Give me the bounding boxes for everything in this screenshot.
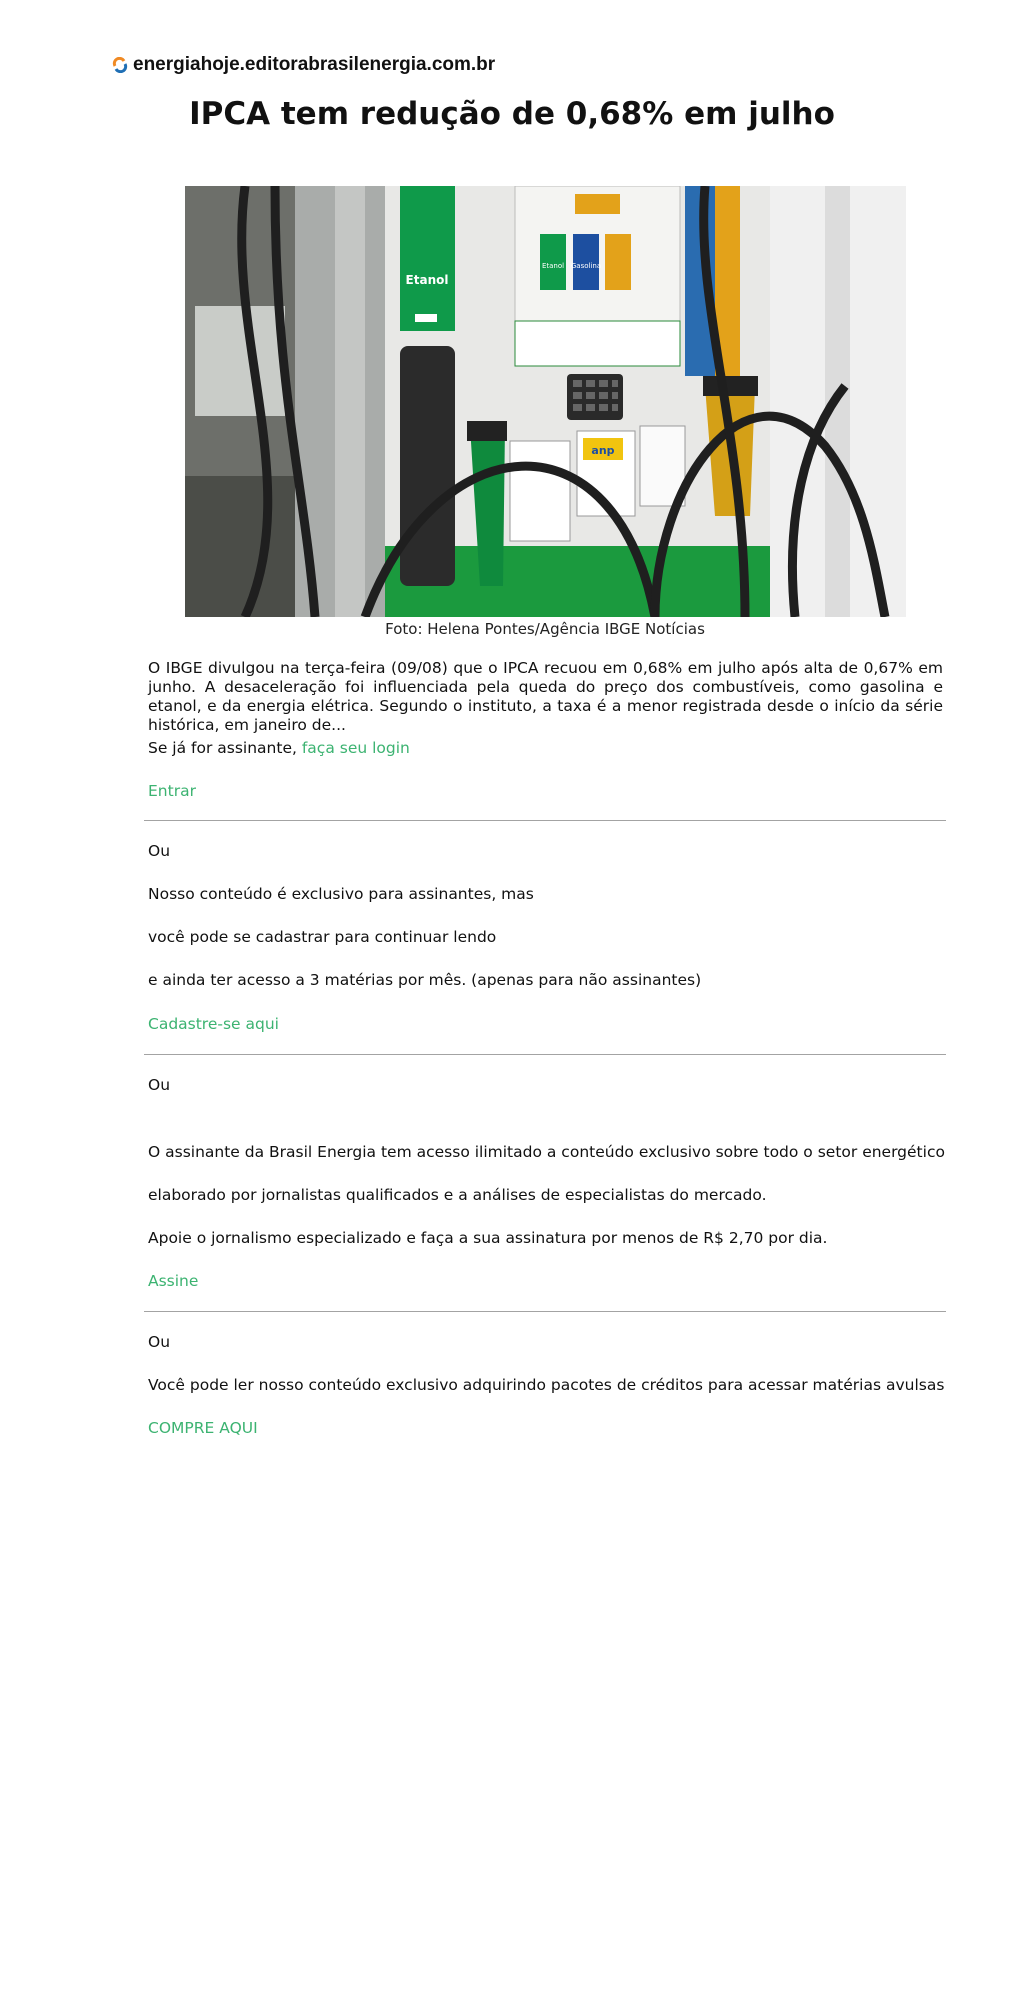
photo-label-etanol: Etanol (405, 273, 449, 287)
enter-button[interactable]: Entrar (148, 782, 196, 800)
site-domain[interactable]: energiahoje.editorabrasilenergia.com.br (133, 54, 496, 75)
photo-caption: Foto: Helena Pontes/Agência IBGE Notícias (385, 620, 705, 638)
site-header (112, 52, 495, 78)
article-photo (185, 186, 906, 617)
login-prompt (148, 739, 410, 757)
or-label: Ou (148, 1076, 171, 1094)
article-excerpt: O IBGE divulgou na terça-feira (09/08) que o IPCA recuou em 0,68% em julho após alta de 0,67% em junho. A desaceleração foi influenciada pela queda do preço dos combustíveis, como gasolina e etanol, e da energia elétrica. Segundo o instituto, a taxa é a menor registrada desde o início da série histórica, em janeiro de... (148, 659, 943, 734)
photo-label-anp: anp (591, 444, 615, 457)
register-link[interactable]: Cadastre-se aqui (148, 1015, 279, 1033)
site-logo-icon (112, 57, 128, 73)
credits-text: Você pode ler nosso conteúdo exclusivo adquirindo pacotes de créditos para acessar matérias avulsas (148, 1376, 945, 1394)
register-text-2: você pode se cadastrar para continuar lendo (148, 928, 497, 946)
photo-label-gasolina: Gasolina (570, 262, 602, 270)
fuel-pump-illustration (185, 186, 906, 617)
or-label: Ou (148, 1333, 171, 1351)
subscribe-link[interactable]: Assine (148, 1272, 199, 1290)
login-link[interactable]: faça seu login (301, 739, 410, 757)
login-prompt-text: Se já for assinante, (148, 739, 302, 757)
register-text-3: e ainda ter acesso a 3 matérias por mês. (apenas para não assinantes) (148, 971, 702, 989)
article-title: IPCA tem redução de 0,68% em julho (189, 96, 835, 132)
subscribe-text-3: Apoie o jornalismo especializado e faça a sua assinatura por menos de R$ 2,70 por dia. (148, 1229, 828, 1247)
buy-credits-link[interactable]: COMPRE AQUI (148, 1419, 258, 1437)
divider (144, 1311, 946, 1312)
or-label: Ou (148, 842, 171, 860)
register-text-1: Nosso conteúdo é exclusivo para assinantes, mas (148, 885, 534, 903)
subscribe-text-2: elaborado por jornalistas qualificados e a análises de especialistas do mercado. (148, 1186, 767, 1204)
subscribe-text-1: O assinante da Brasil Energia tem acesso ilimitado a conteúdo exclusivo sobre todo o setor energético (148, 1143, 945, 1161)
divider (144, 820, 946, 821)
divider (144, 1054, 946, 1055)
photo-label-etanol-small: Etanol (541, 262, 565, 270)
